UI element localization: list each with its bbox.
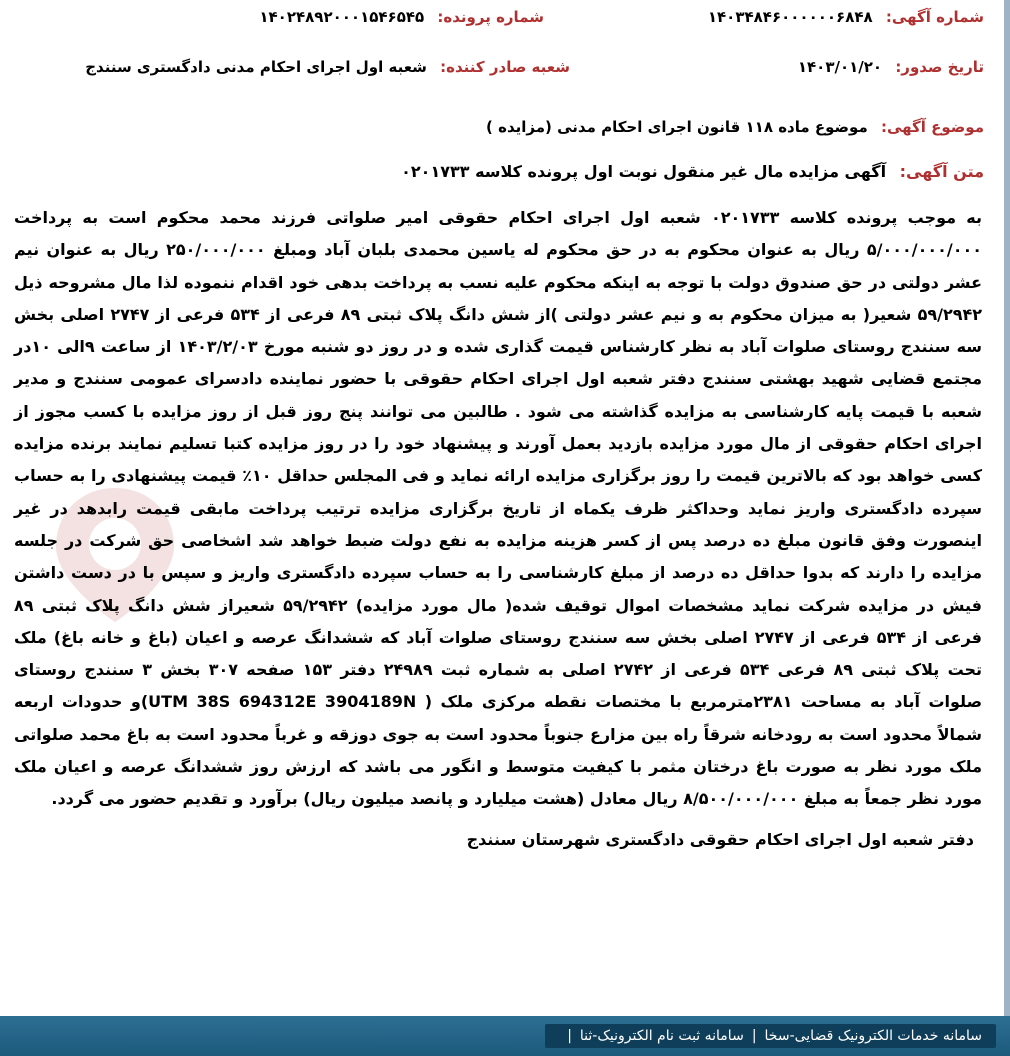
notice-text-title-row xyxy=(401,162,984,181)
issue-date-row xyxy=(798,58,984,76)
notice-text-label: متن آگهی: xyxy=(899,162,984,181)
footer-links xyxy=(545,1024,996,1048)
issuing-branch-label: شعبه صادر کننده: xyxy=(440,58,570,76)
issuing-branch-value: شعبه اول اجرای احکام مدنی دادگستری سنندج xyxy=(85,58,427,76)
subject-label: موضوع آگهی: xyxy=(880,118,984,136)
issue-date-value: ۱۴۰۳/۰۱/۲۰ xyxy=(797,58,883,76)
ad-number-row xyxy=(708,8,984,26)
sakha-services-link[interactable]: سامانه خدمات الکترونیک قضایی-سخا xyxy=(764,1028,982,1044)
ad-number-label: شماره آگهی: xyxy=(885,8,984,26)
footer-separator-end: | xyxy=(567,1028,572,1044)
issuing-branch-row xyxy=(85,58,570,76)
case-number-value: ۱۴۰۲۴۸۹۲۰۰۰۱۵۴۶۵۴۵ xyxy=(259,8,425,26)
case-number-row xyxy=(259,8,544,26)
case-number-label: شماره پرونده: xyxy=(437,8,544,26)
issue-date-label: تاریخ صدور: xyxy=(895,58,984,76)
notice-signature: دفتر شعبه اول اجرای احکام حقوقی دادگستری شهرستان سنندج xyxy=(466,830,974,849)
sana-registration-link[interactable]: سامانه ثبت نام الکترونیک-ثنا xyxy=(579,1028,744,1044)
notice-body-text: به موجب پرونده کلاسه ۰۲۰۱۷۳۳ شعبه اول اجرای احکام حقوقی امیر صلواتی فرزند محمد محکوم است به پرداخت ۵/۰۰۰/۰۰۰/۰۰۰ ریال به عنوان محکوم به در حق محکوم له یاسین محمدی بلبان آباد ومبلغ ۲۵۰/۰۰۰/۰۰۰ ریال به عنوان نیم عشر دولتی در حق صندوق دولت با توجه به اینکه محکوم علیه نسب به پرداخت بدهی خود اقدام ننموده لذا مال مشروحه ذیل ۵۹/۲۹۴۲ شعیر( به میزان محکوم به و نیم عشر دولتی )از شش دانگ پلاک ثبتی ۸۹ فرعی از ۵۳۴ فرعی از ۲۷۴۷ اصلی بخش سه سنندج روستای صلوات آباد به نظر کارشناس قیمت گذاری شده و در روز دو شنبه مورخ ۱۴۰۳/۲/۰۳ از ساعت ۹الی ۱۰در مجتمع قضایی شهید بهشتی سنندج دفتر شعبه اول اجرای احکام حقوقی با حضور نماینده دادسرای عمومی سنندج و مدیر شعبه با قیمت پایه کارشناسی به مزایده گذاشته می شود . طالبین می توانند پنج روز قبل از روز مزایده با کسب مجوز از اجرای احکام حقوقی از مال مورد مزایده بازدید بعمل آورند و پیشنهاد خود را در روز مزایده کتبا تسلیم نمایند برنده مزایده کسی خواهد بود که بالاترین قیمت را روز برگزاری مزایده ارائه نماید و فی المجلس حداقل ۱۰٪ قیمت پیشنهادی را به حساب سپرده دادگستری واریز نماید وحداکثر ظرف یکماه از تاریخ برگزاری مزایده ترتیب پرداخت مابقی قیمت رابدهد در غیر اینصورت وفق قانون مبلغ ده درصد پس از کسر هزینه مزایده به نفع دولت ضبط خواهد شد اشخاصی حق شرکت در جلسه مزایده را دارند که بدوا حداقل ده درصد از مبلغ کارشناسی را به حساب سپرده دادگستری واریز و سپس با در دست داشتن فیش در مزایده شرکت نماید مشخصات اموال توقیف شده( مال مورد مزایده) ۵۹/۲۹۴۲ شعیراز شش دانگ پلاک ثبتی ۸۹ فرعی از ۵۳۴ فرعی از ۲۷۴۷ اصلی بخش سه سنندج روستای صلوات آباد که ششدانگ عرصه و اعیان (باغ و خانه باغ) ملک تحت پلاک ثبتی ۸۹ فرعی ۵۳۴ فرعی از ۲۷۴۲ اصلی به شماره ثبت ۲۴۹۸۹ دفتر ۱۵۳ صفحه ۳۰۷ بخش ۳ سنندج روستای صلوات آباد به مساحت ۲۳۸۱مترمربع با مختصات نقطه مرکزی ملک ( UTM 38S 694312E 3904189N)و حدودات اربعه شمالاً محدود است به رودخانه شرقاً راه بین مزارع جنوباً محدود است به جوی دوزقه و غرباً محدود است به باغ محمد صلواتی ملک مورد نظر به صورت باغ درختان مثمر با کیفیت متوسط و انگور می باشد که ارزش روز ششدانگ عرصه و اعیان ملک مورد نظر جمعاً به مبلغ ۸/۵۰۰/۰۰۰/۰۰۰ ریال معادل (هشت میلیارد و پانصد میلیون ریال) برآورد و تقدیم حضور می گردد. xyxy=(14,208,983,809)
subject-row xyxy=(486,118,984,136)
footer-bar xyxy=(0,1016,1010,1056)
footer-separator: | xyxy=(751,1028,757,1044)
notice-text-title: آگهی مزایده مال غیر منقول نوبت اول پرونده کلاسه ۰۲۰۱۷۳۳ xyxy=(401,162,887,181)
subject-value: موضوع ماده ۱۱۸ قانون اجرای احکام مدنی (مزایده ) xyxy=(486,118,868,136)
ad-number-value: ۱۴۰۳۴۸۴۶۰۰۰۰۰۰۶۸۴۸ xyxy=(707,8,873,26)
